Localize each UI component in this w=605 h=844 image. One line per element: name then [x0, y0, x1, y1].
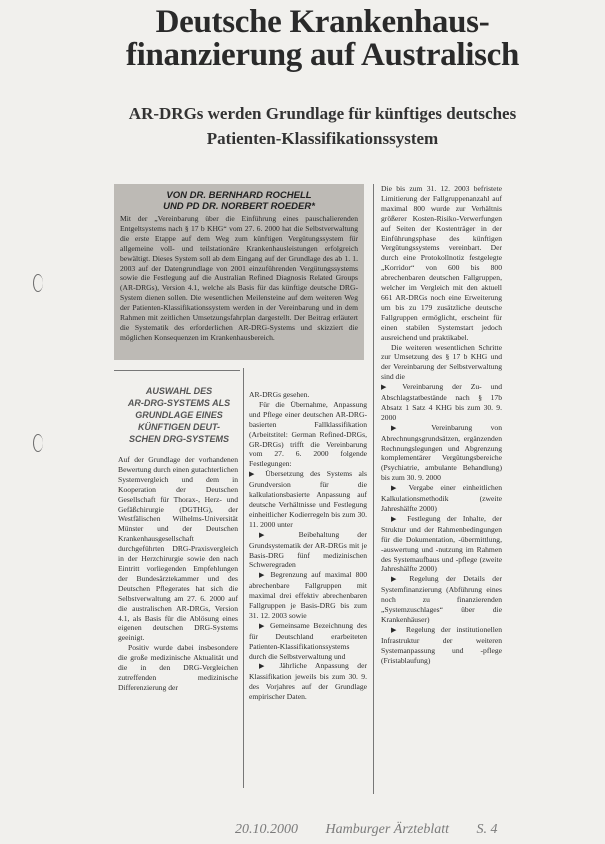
list-item-text: Vereinbarung von Abrechnungsgrundsätzen, ergänzenden Rechnungslegungen und Abgrenzung komplementärer Vergütungsbereiche (Psychiatrie, ambulante Behandlung) bis zum 30. 9. 2000: [381, 422, 502, 483]
arrow-bullet-icon: ▶: [391, 575, 410, 584]
arrow-bullet-icon: ▶: [249, 470, 266, 479]
bullet-list: [249, 469, 367, 702]
list-item-text: Begrenzung auf maximal 800 abrechenbare Fallgruppen mit maximal drei effektiv abrechenbaren Fallgruppen je Basis-DRG bis zum 31. 12. 2003 sowie: [249, 570, 367, 620]
section-divider: [114, 370, 240, 371]
headline-line: Deutsche Krankenhaus-: [155, 4, 490, 40]
arrow-bullet-icon: ▶: [259, 571, 271, 580]
list-item: [249, 570, 367, 621]
arrow-bullet-icon: ▶: [381, 383, 403, 392]
intro-text: Mit der „Vereinbarung über die Einführung eines pauschalierenden Entgeltsystems nach § 17 b KHG“ vom 27. 6. 2000 hat die Selbstverwaltung die erste Etappe auf dem Weg zum künftigen Vergütungssystem für allgemeine voll- und teilstationäre Krankenhausleistungen erfolgreich bewältigt. Dieses System soll ab dem Eingang auf der Grundlage des ab 1. 1. 2003 auf der Datengrundlage von 2001 einzuführenden Vergütungssystems sowie die Festlegung auf die Australian Refined Diagnosis Related Groups (AR-DRGs), Version 4.1, welche als Basis für das künftige deutsche DRG-System dienen sollen. Die wesentlichen Meilensteine auf dem weiteren Weg der Patienten-Klassifikationssystem werden in der Vereinbarung und in dem Rahmen mit zeitlichen Umsetzungsfahrplan dargestellt. Der Beitrag erläutert die Systematik des erforderlichen AR-DRG-Systems und skizziert die möglichen Konsequenzen im Krankenhausbereich.: [120, 214, 358, 342]
section-heading-line: AUSWAHL DES: [145, 386, 213, 396]
article-subheadline: [90, 101, 555, 151]
arrow-bullet-icon: ▶: [259, 662, 280, 671]
clipping-page: S. 4: [476, 822, 498, 837]
bullet-list: [381, 382, 502, 665]
arrow-bullet-icon: ▶: [259, 530, 299, 539]
list-item-text: Beibehaltung der Grundsystematik der AR-DRGs mit je Basis-DRG fünf medizinischen Schweregraden: [249, 529, 367, 570]
paragraph: Auf der Grundlage der vorhandenen Bewertung durch einen gutachterlichen Systemvergleich und dem in Kooperation der Deutschen Gesellschaft für Thorax-, Herz- und Gefäßchirurgie (DGTHG), der Westfälischen Wilhelms-Universität Münster und der Deutschen Krankenhausgesellschaft durchgeführten DRG-Praxisvergleich in der Herzchirurgie sowie den nach Eintritt vorliegenden Empfehlungen der Bundesärztekammer und des Deutschen Pflegerates hat sich die Selbstverwaltung am 27. 6. 2000 auf die australischen AR-DRGs, Version 4.1, als Basis für die Ablösung eines eigenen deutschen DRG-Systems geeinigt.: [118, 455, 238, 643]
paragraph: Positiv wurde dabei insbesondere die große medizinische Aktualität und die in den DRG-Vergleichen zutreffenden medizinische Differenzierung der: [118, 643, 238, 692]
binder-hole-top: [33, 274, 43, 292]
list-item-text: Gemeinsame Bezeichnung des für Deutschland erarbeiteten Patienten-Klassifikationssystems durch die Selbstverwaltung und: [249, 620, 367, 661]
list-item: [249, 469, 367, 529]
column-divider: [373, 184, 374, 794]
list-item: [381, 483, 502, 514]
author-line: UND PD DR. NORBERT ROEDER*: [163, 201, 315, 212]
text-column-2: [249, 390, 367, 702]
list-item: [249, 621, 367, 662]
paragraph: AR-DRGs gesehen.: [249, 390, 310, 399]
section-heading-line: SCHEN DRG-SYSTEMS: [128, 434, 229, 444]
arrow-bullet-icon: ▶: [391, 514, 408, 523]
list-item-text: Übersetzung des Systems als Grundversion für die kalkulationsbasierte Anpassung auf deutsche Verhältnisse und Festlegung einheitlicher Kodierregeln bis zum 30. 11. 2000 unter: [249, 469, 367, 529]
text-column-1: [118, 455, 238, 693]
handwritten-source-note: [235, 822, 605, 838]
arrow-bullet-icon: ▶: [391, 484, 409, 493]
list-item-text: Vereinbarung der Zu- und Abschlagstatbestände nach § 17b Absatz 1 Satz 4 KHG bis zum 30. 9. 2000: [381, 382, 502, 422]
headline-line: finanzierung auf Australisch: [125, 37, 520, 73]
arrow-bullet-icon: ▶: [259, 621, 270, 630]
intro-box: [114, 184, 364, 360]
list-item: [249, 530, 367, 571]
text-column-3: [381, 184, 502, 666]
section-heading-line: GRUNDLAGE EINES: [135, 410, 223, 420]
section-heading: [122, 385, 236, 445]
list-item-text: Regelung der institutionellen Infrastruktur der weiteren Systemanpassung und -pflege (Fristablaufung): [381, 624, 503, 665]
list-item: [381, 514, 502, 574]
author-line: VON DR. BERNHARD ROCHELL: [166, 190, 312, 201]
article-headline: [60, 6, 585, 72]
list-item-text: Regelung der Details der Systemfinanzierung (Abführung eines noch zu finanzierenden „Systemzuschlages“ über die Krankenhäuser): [381, 574, 503, 624]
subhead-line: Patienten-Klassifikationssystem: [206, 129, 439, 148]
paragraph: Für die Übernahme, Anpassung und Pflege einer deutschen AR-DRG-basierten Fallklassifikation (Arbeitstitel: German Refined-DRGs, GR-DRGs) trifft die Vereinbarung vom 27. 6. 2000 folgende Festlegungen:: [249, 399, 367, 469]
clipping-date: 20.10.2000: [235, 822, 298, 837]
clipping-source: Hamburger Ärzteblatt: [325, 822, 450, 837]
list-item-text: Festlegung der Inhalte, der Struktur und der Rahmenbedingungen für die Dokumentation, -übermittlung, -auswertung und -nutzung im Rahmen des Systemaufbaus und -pflege (zweite Jahreshälfte 2000): [381, 513, 502, 574]
list-item: [381, 574, 502, 625]
binder-hole-bottom: [33, 434, 43, 452]
list-item-text: Vergabe einer einheitlichen Kalkulationsmethodik (zweite Jahreshälfte 2000): [381, 483, 503, 513]
list-item-text: Jährliche Anpassung der Klassifikation jeweils bis zum 30. 9. des Vorjahres auf der Grundlage empirischer Daten.: [249, 661, 367, 702]
list-item: [249, 661, 367, 702]
list-item: [381, 382, 502, 423]
section-heading-line: KÜNFTIGEN DEUT-: [138, 422, 220, 432]
paragraph: Die bis zum 31. 12. 2003 befristete Limitierung der Fallgruppenanzahl auf maximal 800 wurde zur Verhältnis größerer Kosten-Risiko-Verwerfungen auf Seiten der Kostenträger in der Einführungsphase des künftigen Vergütungssystems vereinbart. Der durch eine Protokollnotiz festgelegte „Korridor“ von 600 bis 800 abrechenbaren deutschen Fallgruppen, welcher im Vergleich mit den aktuell 661 AR-DRGs noch eine Erweiterung um bis zu 179 zusätzliche deutsche Fallgruppen ermöglicht, erscheint für einen stabilen Systemstart jedoch ausreichend und praktikabel.: [381, 184, 502, 342]
section-heading-line: AR-DRG-SYSTEMS ALS: [127, 398, 231, 408]
list-item: [381, 625, 502, 666]
column-divider: [243, 368, 244, 788]
list-item: [381, 423, 502, 483]
subhead-line: AR-DRGs werden Grundlage für künftiges deutsches: [128, 104, 517, 123]
author-byline: [114, 190, 364, 212]
arrow-bullet-icon: ▶: [391, 625, 406, 634]
paragraph: Die weiteren wesentlichen Schritte zur Umsetzung des § 17 b KHG und der Vereinbarung der Selbstverwaltung sind die: [381, 342, 502, 382]
arrow-bullet-icon: ▶: [391, 423, 432, 432]
